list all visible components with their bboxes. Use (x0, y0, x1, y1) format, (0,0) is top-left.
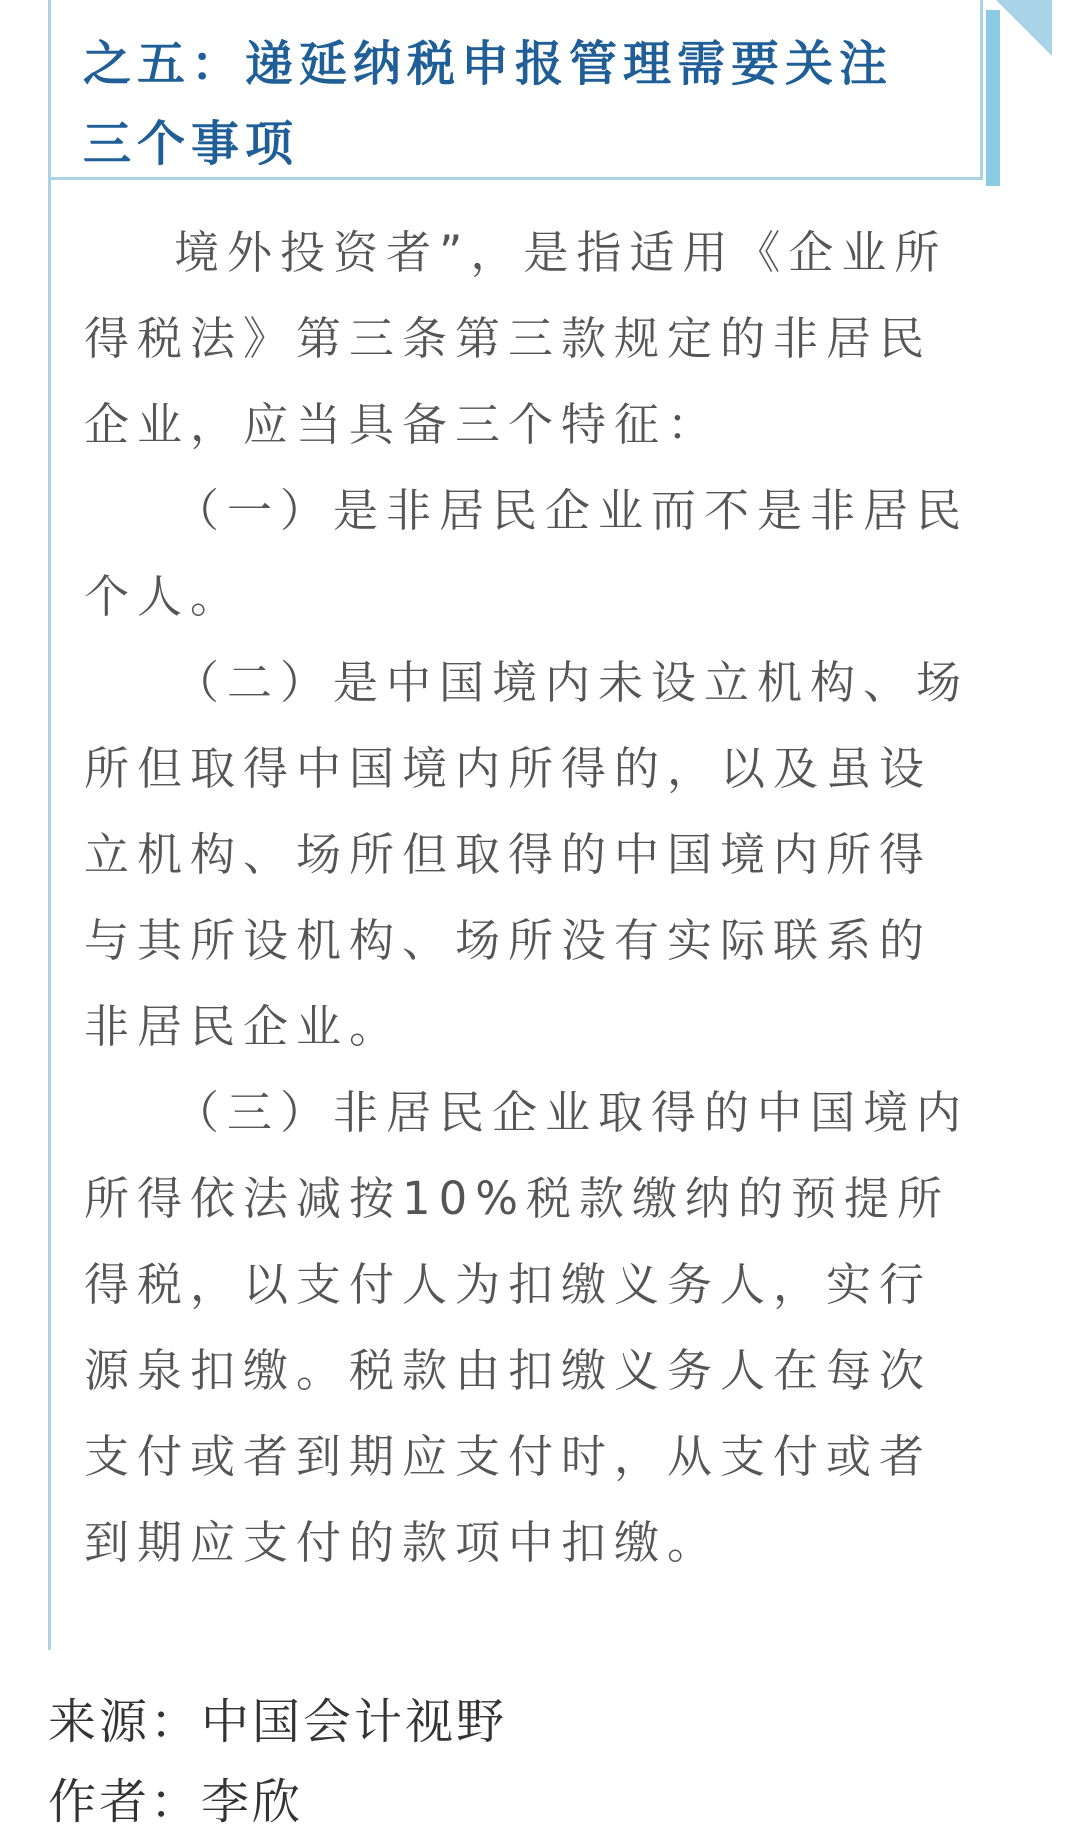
article-card (48, 0, 1001, 1650)
section-title: 之五：递延纳税申报管理需要关注三个事项 (83, 36, 894, 172)
paragraph-item-2: （二）是中国境内未设立机构、场所但取得中国境内所得的，以及虽设立机构、场所但取得的中国境内所得与其所设机构、场所没有实际联系的非居民企业。 (84, 656, 970, 1053)
article-body (84, 210, 974, 1586)
title-corner-tab (996, 0, 1052, 56)
paragraph-item-3: （三）非居民企业取得的中国境内所得依法减按10%税款缴纳的预提所得税，以支付人为扣缴义务人，实行源泉扣缴。税款由扣缴义务人在每次支付或者到期应支付时，从支付或者到期应支付的款项中扣缴。 (84, 1086, 970, 1569)
title-box (51, 0, 983, 180)
article-footer (48, 1682, 507, 1842)
paragraph-item-1: （一）是非居民企业而不是非居民个人。 (84, 484, 970, 623)
paragraph-intro: 境外投资者”，是指适用《企业所得税法》第三条第三款规定的非居民企业，应当具备三个特征： (84, 226, 948, 451)
source-line: 来源：中国会计视野 (48, 1694, 508, 1750)
author-line: 作者：李欣 (48, 1774, 304, 1830)
